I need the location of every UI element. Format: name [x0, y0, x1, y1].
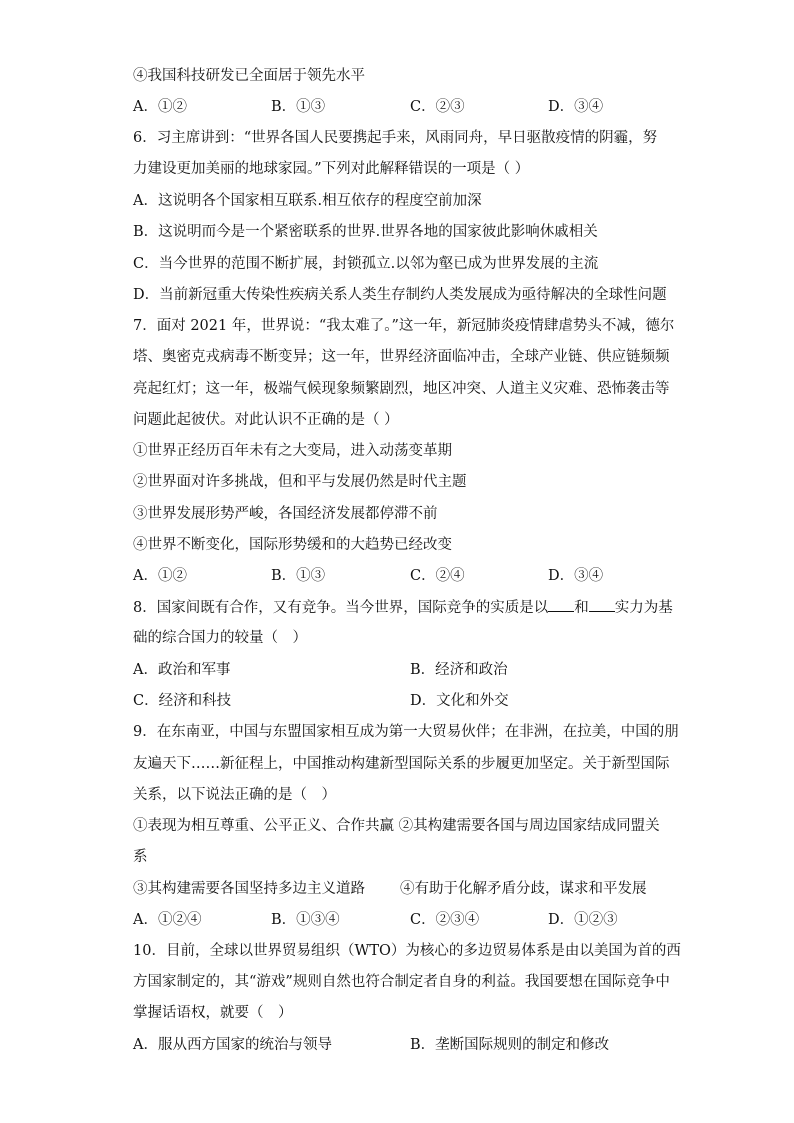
q9-item-4: ④有助于化解矛盾分歧，谋求和平发展	[400, 881, 647, 897]
q9-option-b[interactable]: B．①③④	[271, 912, 340, 928]
q5-option-b[interactable]: B．①③	[271, 99, 326, 115]
q6-option-b[interactable]: B．这说明而今是一个紧密联系的世界.世界各地的国家彼此影响休戚相关	[133, 224, 598, 240]
q6-option-a[interactable]: A．这说明各个国家相互联系.相互依存的程度空前加深	[133, 193, 482, 209]
q10-option-b[interactable]: B．垄断国际规则的制定和修改	[410, 1037, 610, 1053]
q10-option-a[interactable]: A．服从西方国家的统治与领导	[133, 1037, 332, 1053]
q8-option-d[interactable]: D．文化和外交	[410, 693, 509, 709]
q7-option-c[interactable]: C．②④	[410, 568, 465, 584]
q9-stem-line-3: 关系，以下说法正确的是（ ）	[133, 787, 336, 803]
q8-stem-part-1: 8．国家间既有合作，又有竞争。当今世界，国际竞争的实质是以	[133, 600, 549, 616]
q8-stem-part-2: 和	[574, 600, 589, 616]
q10-stem-line-1: 10．目前，全球以世界贸易组织（WTO）为核心的多边贸易体系是由以美国为首的西	[133, 943, 681, 959]
q6-option-c[interactable]: C．当今世界的范围不断扩展，封锁孤立.以邻为壑已成为世界发展的主流	[133, 256, 599, 272]
q8-blank-2	[589, 598, 615, 612]
q7-stem-line-2: 塔、奥密克戎病毒不断变异；这一年，世界经济面临冲击，全球产业链、供应链频频	[133, 349, 670, 365]
q6-option-d[interactable]: D．当前新冠重大传染性疾病关系人类生存制约人类发展成为亟待解决的全球性问题	[133, 287, 667, 303]
q9-stem-line-2: 友遍天下……新征程上，中国推动构建新型国际关系的步履更加坚定。关于新型国际	[133, 756, 670, 772]
q7-item-4: ④世界不断变化，国际形势缓和的大趋势已经改变	[133, 537, 452, 553]
q9-option-c[interactable]: C．②③④	[410, 912, 480, 928]
q8-stem-part-3: 实力为基	[614, 600, 673, 616]
q9-stem-line-1: 9．在东南亚，中国与东盟国家相互成为第一大贸易伙伴；在非洲，在拉美，中国的朋	[133, 724, 679, 740]
q5-option-c[interactable]: C．②③	[410, 99, 465, 115]
q8-option-a[interactable]: A．政治和军事	[133, 662, 231, 678]
q8-option-b[interactable]: B．经济和政治	[410, 662, 508, 678]
q7-item-3: ③世界发展形势严峻，各国经济发展都停滞不前	[133, 506, 438, 522]
q8-stem-line-2: 础的综合国力的较量（ ）	[133, 630, 307, 646]
q7-option-d[interactable]: D．③④	[548, 568, 604, 584]
q10-stem-line-3: 掌握话语权，就要（ ）	[133, 1005, 293, 1021]
q8-blank-1	[548, 598, 574, 612]
q10-stem-line-2: 方国家制定的，其“游戏”规则自然也符合制定者自身的利益。我国要想在国际竞争中	[133, 974, 670, 990]
q9-items-line-1: ①表现为相互尊重、公平正义、合作共赢 ②其构建需要各国与周边国家结成同盟关	[133, 818, 660, 834]
q5-option-d[interactable]: D．③④	[548, 99, 604, 115]
q5-option-a[interactable]: A．①②	[133, 99, 187, 115]
q7-item-2: ②世界面对许多挑战，但和平与发展仍然是时代主题	[133, 474, 467, 490]
q8-option-c[interactable]: C．经济和科技	[133, 693, 232, 709]
q9-items-line-2: 系	[133, 849, 148, 865]
q7-stem-line-4: 问题此起彼伏。对此认识不正确的是（ ）	[133, 412, 399, 428]
q9-option-d[interactable]: D．①②③	[548, 912, 618, 928]
q9-option-a[interactable]: A．①②④	[133, 912, 202, 928]
q8-stem-line-1	[133, 598, 673, 617]
q7-option-b[interactable]: B．①③	[271, 568, 326, 584]
q6-stem-line-2: 力建设更加美丽的地球家园。”下列对此解释错误的一项是（ ）	[133, 161, 530, 177]
q5-item-4: ④我国科技研发已全面居于领先水平	[133, 68, 365, 84]
q7-stem-line-1: 7．面对 2021 年，世界说：“我太难了。”这一年，新冠肺炎疫情肆虐势头不减，德尔	[133, 318, 675, 334]
q7-stem-line-3: 亮起红灯；这一年，极端气候现象频繁剧烈，地区冲突、人道主义灾难、恐怖袭击等	[133, 381, 670, 397]
q9-item-3: ③其构建需要各国坚持多边主义道路	[133, 881, 365, 897]
q6-stem-line-1: 6．习主席讲到：“世界各国人民要携起手来，风雨同舟，早日驱散疫情的阴霾，努	[133, 130, 658, 146]
q7-item-1: ①世界正经历百年未有之大变局，进入动荡变革期	[133, 443, 452, 459]
q7-option-a[interactable]: A．①②	[133, 568, 187, 584]
